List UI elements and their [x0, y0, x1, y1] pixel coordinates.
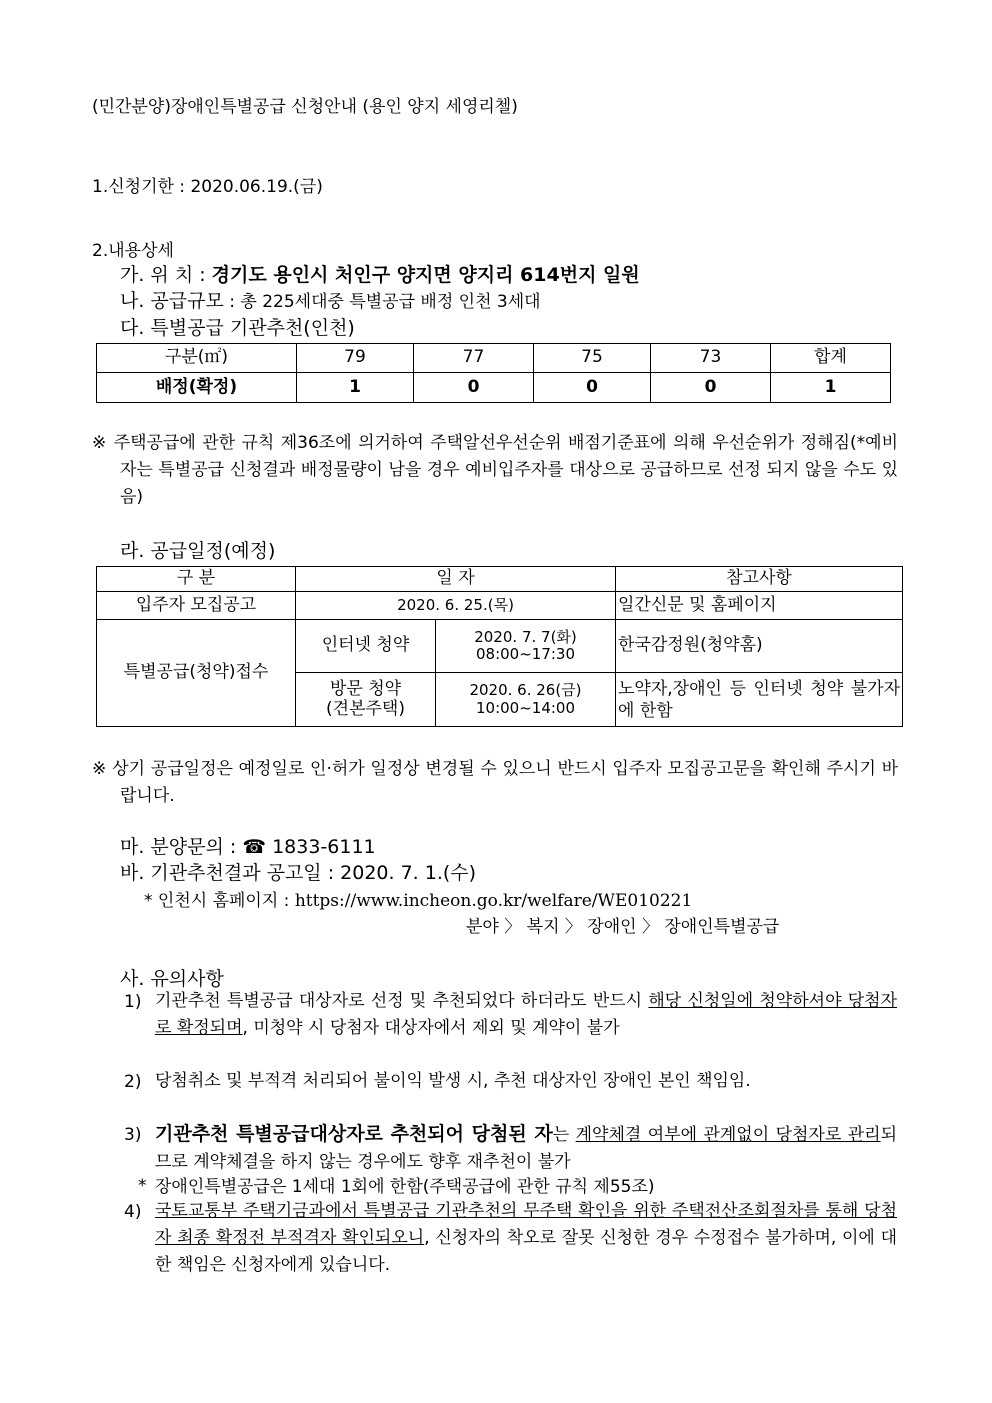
allocation-value-row	[97, 373, 891, 403]
schedule-table	[96, 566, 903, 727]
notice-1-text-b: , 미청약 시 당첨자 대상자에서 제외 및 계약이 불가	[242, 1018, 620, 1038]
notice-2-number: 2)	[124, 1072, 142, 1092]
notice-1-number: 1)	[124, 992, 142, 1012]
allocation-value-cell: 0	[534, 373, 651, 403]
schedule-cell-note: 한국감정원(청약홈)	[616, 620, 903, 673]
notice-star: 장애인특별공급은 1세대 1회에 한함(주택공급에 관한 규칙 제55조)	[155, 1177, 655, 1197]
allocation-value-cell: 0	[414, 373, 534, 403]
notice-4-number: 4)	[124, 1202, 142, 1222]
schedule-header-gubun: 구 분	[97, 567, 296, 592]
schedule-change-note	[92, 756, 898, 810]
schedule-type-line: 방문 청약	[329, 678, 402, 699]
allocation-header-cell: 합계	[771, 344, 891, 373]
allocation-value-cell: 1	[771, 373, 891, 403]
schedule-cell-date	[436, 673, 616, 727]
supply-scale-label: 나. 공급규모	[120, 290, 224, 312]
notice-3	[155, 1121, 897, 1176]
schedule-cell-name: 특별공급(청약)접수	[97, 620, 296, 727]
notice-4	[155, 1198, 897, 1279]
allocation-value-cell: 1	[297, 373, 414, 403]
allocation-row-label: 배정(확정)	[97, 373, 297, 403]
incheon-homepage-label: * 인천시 홈페이지 :	[144, 891, 290, 911]
section-agency-recommendation: 다. 특별공급 기관추천(인천)	[120, 317, 355, 339]
schedule-date-line: 2020. 6. 26(금)	[469, 681, 582, 700]
schedule-cell-date	[436, 620, 616, 673]
priority-note-text: ※ 주택공급에 관한 규칙 제36조에 의거하여 주택알선우선순위 배점기준표에 의해 우선순위가 정해짐(*예비자는 특별공급 신청결과 배정물량이 남을 경우 예비입주자를 대상으로 공급하므로 선정 되지 않을 수도 있음)	[92, 433, 898, 507]
schedule-row-internet	[97, 620, 903, 673]
allocation-header-cell: 구분(㎡)	[97, 344, 297, 373]
location-line	[120, 260, 640, 287]
allocation-header-row	[97, 344, 891, 373]
incheon-homepage-line	[144, 886, 692, 911]
schedule-time-line: 10:00~14:00	[475, 698, 576, 717]
schedule-cell-type: 인터넷 청약	[296, 620, 436, 673]
schedule-date-line: 2020. 7. 7(화)	[474, 627, 577, 646]
incheon-homepage-url: https://www.incheon.go.kr/welfare/WE010221	[294, 891, 693, 911]
notice-3-text-a: 는	[552, 1125, 576, 1145]
inquiry-label: 마. 분양문의 :	[120, 836, 237, 858]
schedule-change-note-text: ※ 상기 공급일정은 예정일로 인·허가 일정상 변경될 수 있으니 반드시 입주자 모집공고문을 확인해 주시기 바랍니다.	[92, 759, 898, 806]
schedule-header-note: 참고사항	[616, 567, 903, 592]
homepage-path: 분야 〉 복지 〉 장애인 〉 장애인특별공급	[466, 917, 780, 937]
allocation-table	[96, 343, 891, 403]
result-date-line: 바. 기관추천결과 공고일 : 2020. 7. 1.(수)	[120, 862, 477, 884]
inquiry-line	[120, 832, 376, 859]
schedule-cell-name: 입주자 모집공고	[97, 592, 296, 620]
schedule-cell-type	[296, 673, 436, 727]
notice-4-text: , 신청자의 착오로 잘못 신청한 경우 수정접수 불가하며, 이에 대한 책임은 신청자에게 있습니다.	[155, 1228, 897, 1275]
location-value: 경기도 용인시 처인구 양지면 양지리 614번지 일원	[211, 264, 640, 286]
section-notices: 사. 유의사항	[120, 968, 224, 990]
notice-1-text-a: 기관추천 특별공급 대상자로 선정 및 추천되었다 하더라도 반드시	[155, 991, 649, 1011]
schedule-cell-note: 일간신문 및 홈페이지	[616, 592, 903, 620]
deadline-line: 1.신청기한 : 2020.06.19.(금)	[92, 177, 323, 197]
inquiry-phone: 1833-6111	[272, 836, 376, 858]
schedule-row-announcement	[97, 592, 903, 620]
schedule-cell-date: 2020. 6. 25.(목)	[296, 592, 616, 620]
allocation-header-cell: 79	[297, 344, 414, 373]
schedule-header-date: 일 자	[296, 567, 616, 592]
notice-1-underlined: 해당 신청일에 청약하셔야 당첨자로 확정되며	[155, 991, 898, 1038]
schedule-cell-note: 노약자,장애인 등 인터넷 청약 불가자에 한함	[616, 673, 903, 727]
notice-3-text-b: 되므로 계약체결을 하지 않는 경우에도 향후 재추천이 불가	[155, 1125, 897, 1172]
notice-2: 당첨취소 및 부적격 처리되어 불이익 발생 시, 추천 대상자인 장애인 본인 책임임.	[155, 1071, 751, 1091]
notice-1	[155, 988, 897, 1042]
schedule-header-row	[97, 567, 903, 592]
section-supply-schedule: 라. 공급일정(예정)	[120, 540, 276, 562]
location-label: 가. 위 치 :	[120, 264, 206, 286]
supply-scale-line	[120, 286, 541, 313]
allocation-header-cell: 75	[534, 344, 651, 373]
section-details-heading: 2.내용상세	[92, 241, 174, 261]
allocation-value-cell: 0	[651, 373, 771, 403]
notice-star-mark: *	[138, 1176, 147, 1196]
allocation-header-cell: 73	[651, 344, 771, 373]
supply-scale-value: : 총 225세대중 특별공급 배정 인천 3세대	[229, 292, 541, 312]
schedule-type-line: (견본주택)	[326, 698, 405, 719]
notice-4-underlined: 국토교통부 주택기금과에서 특별공급 기관추천의 무주택 확인을 위한 주택전산조회절차를 통해 당첨자 최종 확정전 부적격자 확인되오니	[155, 1201, 897, 1248]
notice-3-underlined: 계약체결 여부에 관계없이 당첨자로 관리	[575, 1125, 881, 1145]
document-title: (민간분양)장애인특별공급 신청안내 (용인 양지 세영리첼)	[92, 97, 518, 117]
allocation-header-cell: 77	[414, 344, 534, 373]
phone-icon: ☎	[242, 836, 267, 858]
schedule-time-line: 08:00~17:30	[475, 645, 576, 663]
notice-3-bold: 기관추천 특별공급대상자로 추천되어 당첨된 자	[155, 1123, 553, 1145]
priority-note	[92, 430, 898, 511]
notice-3-number: 3)	[124, 1125, 142, 1145]
